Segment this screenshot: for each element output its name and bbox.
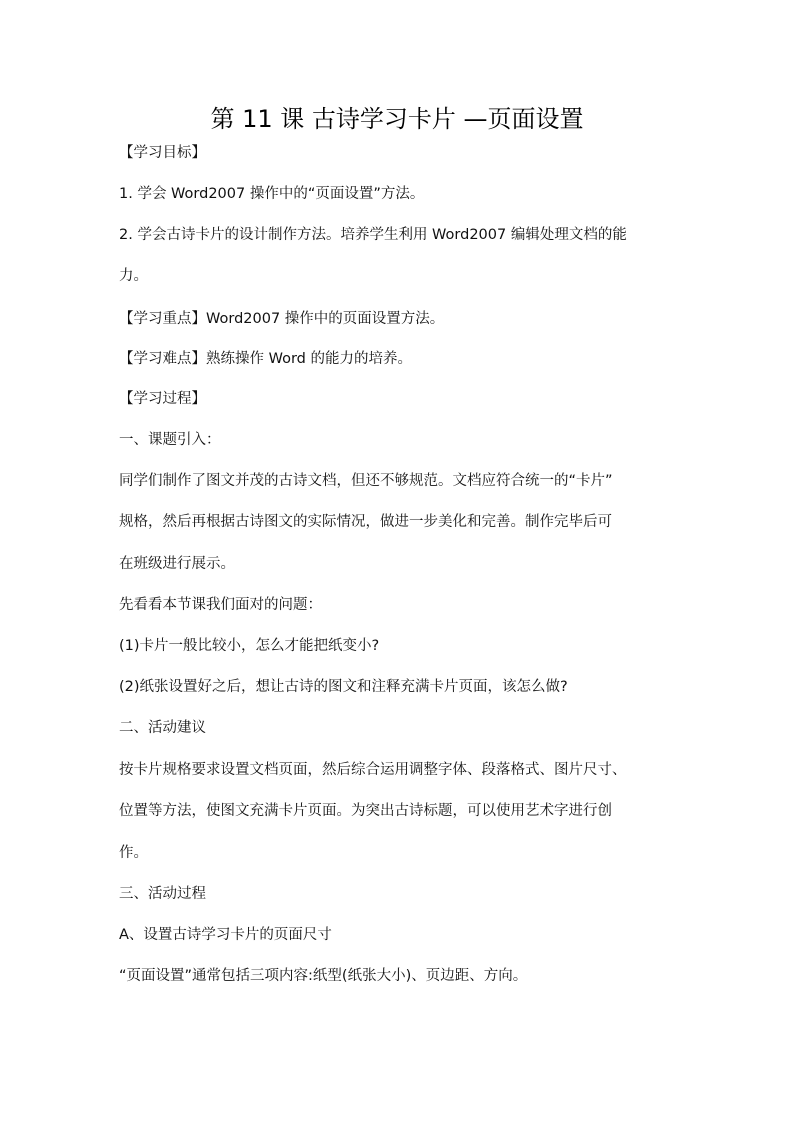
question-item-2: (2)纸张设置好之后，想让古诗的图文和注释充满卡片页面，该怎么做? (119, 679, 568, 695)
page-title: 第 11 课 古诗学习卡片 —页面设置 (210, 105, 584, 133)
paragraph-line: 位置等方法，使图文充满卡片页面。为突出古诗标题，可以使用艺术字进行创 (119, 803, 612, 819)
paragraph-line: 规格，然后再根据古诗图文的实际情况，做进一步美化和完善。制作完毕后可 (119, 514, 612, 530)
section-heading-process: 【学习过程】 (119, 391, 206, 407)
question-intro-line: 先看看本节课我们面对的问题： (119, 597, 322, 613)
key-point-line: 【学习重点】Word2007 操作中的页面设置方法。 (119, 311, 445, 327)
paragraph-line: “页面设置”通常包括三项内容:纸型(纸张大小)、页边距、方向。 (119, 968, 528, 984)
section-heading-activity-process: 三、活动过程 (119, 886, 206, 902)
objective-item-2: 2. 学会古诗卡片的设计制作方法。培养学生利用 Word2007 编辑处理文档的能 (119, 227, 627, 243)
section-heading-introduction: 一、课题引入： (119, 432, 221, 448)
paragraph-line: 按卡片规格要求设置文档页面，然后综合运用调整字体、段落格式、图片尺寸、 (119, 762, 627, 778)
section-heading-objectives: 【学习目标】 (119, 145, 206, 161)
question-item-1: (1)卡片一般比较小，怎么才能把纸变小? (119, 638, 380, 654)
paragraph-line: 同学们制作了图文并茂的古诗文档，但还不够规范。文档应符合统一的“卡片” (119, 473, 613, 489)
difficulty-line: 【学习难点】熟练操作 Word 的能力的培养。 (119, 351, 412, 367)
paragraph-line: 作。 (119, 845, 148, 861)
objective-item-1: 1. 学会 Word2007 操作中的“页面设置”方法。 (119, 186, 425, 202)
objective-item-2-continued: 力。 (119, 268, 148, 284)
subsection-heading-a: A、设置古诗学习卡片的页面尺寸 (119, 927, 332, 943)
section-heading-suggestions: 二、活动建议 (119, 720, 206, 736)
paragraph-line: 在班级进行展示。 (119, 556, 235, 572)
